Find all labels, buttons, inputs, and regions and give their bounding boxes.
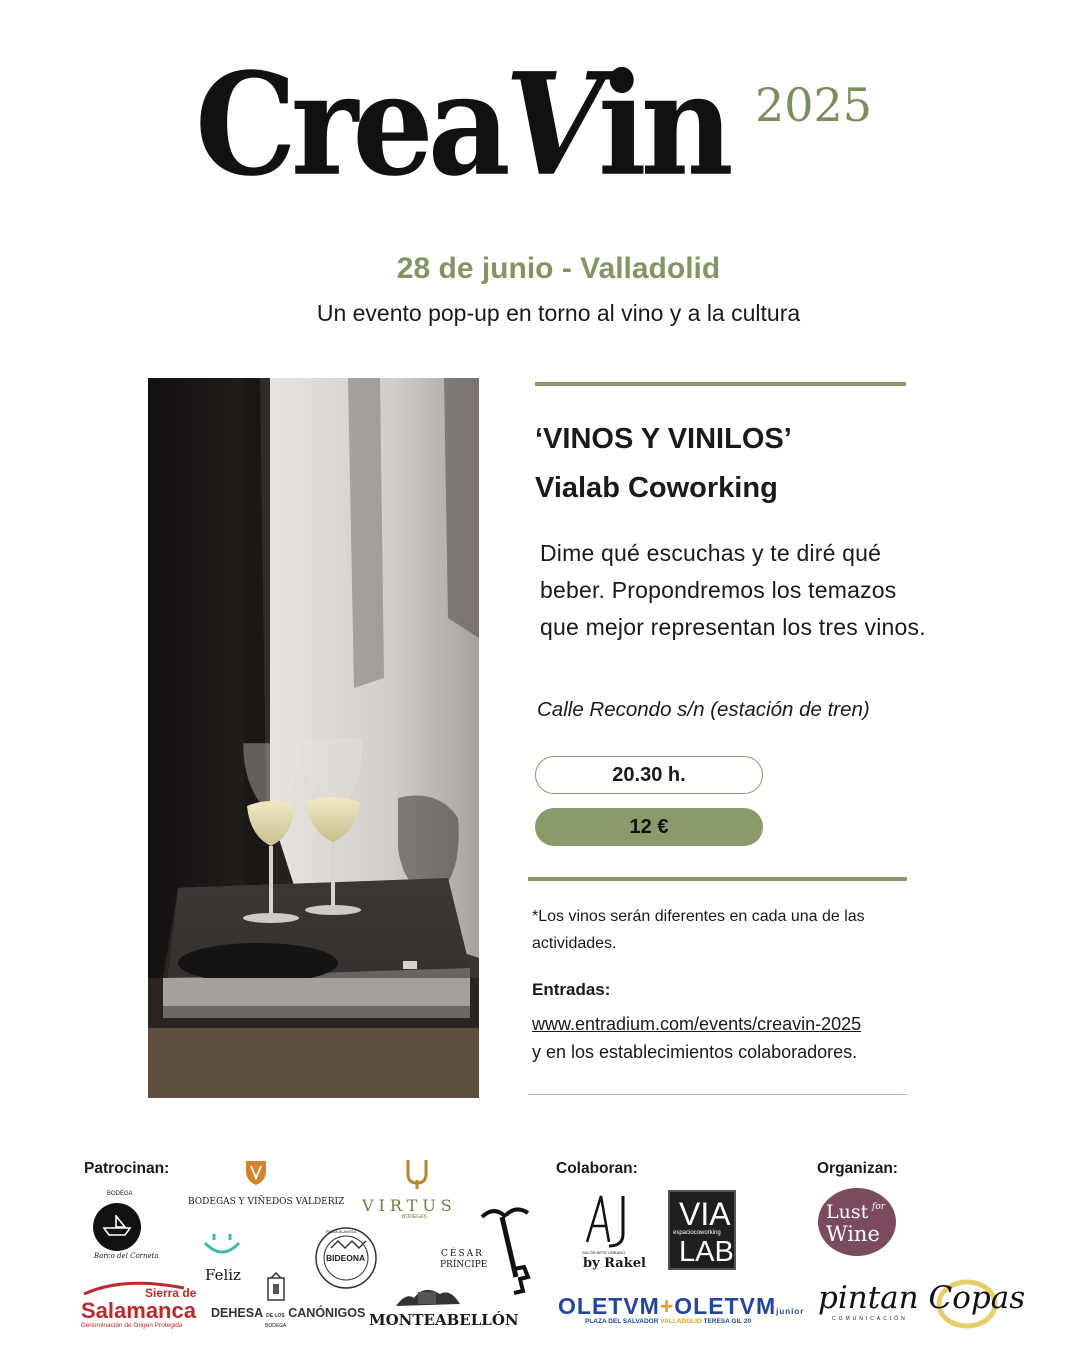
patrocinan-label: Patrocinan:: [84, 1160, 170, 1177]
event-price-badge: 12 €: [535, 808, 763, 846]
tickets-label: Entradas:: [532, 980, 611, 999]
barco-del-corneta-logo: BODEGA Barco del Corneta: [80, 1188, 155, 1263]
virtus-horseshoe-icon: [405, 1158, 429, 1190]
oletvm-logo: OLETVM+OLETVMjunior: [558, 1293, 805, 1319]
valderiz-logo: BODEGAS Y VIÑEDOS VALDERIZ: [188, 1197, 345, 1207]
feliz-smile-icon: [202, 1232, 242, 1258]
lust-for-wine-logo: Lust for Wine: [818, 1188, 896, 1256]
event-tagline: Un evento pop-up en torno al vino y a la cultura: [316, 300, 801, 326]
event-venue: Vialab Coworking: [535, 472, 778, 504]
middle-divider: [528, 877, 907, 881]
valderiz-shield-icon: [245, 1160, 267, 1186]
creavin-logo: [195, 42, 728, 208]
vialab-logo: VIA espaciocoworking LAB: [668, 1190, 736, 1270]
logo-year: 2025: [755, 78, 873, 132]
aj-by-rakel-logo: by Rakel: [583, 1256, 646, 1271]
logo-prefix: Crea: [195, 42, 505, 208]
event-title: ‘VINOS Y VINILOS’: [535, 423, 792, 455]
feliz-logo: Feliz: [205, 1266, 241, 1284]
tickets-link[interactable]: www.entradium.com/events/creavin-2025: [532, 1014, 862, 1034]
aj-salon-logo-icon: [583, 1192, 641, 1252]
cesar-principe-logo: CÉSAR: [441, 1249, 484, 1259]
salamanca-top: Sierra de: [145, 1286, 197, 1300]
organizan-label: Organizan:: [817, 1160, 898, 1177]
key-icon: [478, 1203, 540, 1298]
wine-turntable-photo: [148, 378, 479, 1098]
virtus-logo: VIRTUS: [362, 1196, 457, 1215]
event-description: Dime qué escuchas y te diré qué beber. Propondremos los temazos que mejor representan los tres vinos.: [540, 540, 926, 640]
logo-v: V: [504, 42, 598, 208]
top-divider: [535, 382, 906, 386]
logo-suffix: in: [598, 42, 728, 208]
pintan-copas-logo: pintan Copas: [818, 1280, 1026, 1316]
colaboran-label: Colaboran:: [556, 1160, 638, 1177]
salamanca-logo: Salamanca: [81, 1298, 196, 1323]
monteabellon-logo: MONTEABELLÓN: [369, 1311, 519, 1329]
bideona-logo: BIDEONA RIOJA ALAVESA: [314, 1226, 378, 1290]
salamanca-sub: Denominación de Origen Protegida: [81, 1322, 183, 1329]
cesar-principe-logo-line2: PRÍNCIPE: [440, 1260, 488, 1270]
event-time-badge: 20.30 h.: [535, 756, 763, 794]
wines-note: *Los vinos serán diferentes en cada una de las actividades.: [532, 908, 865, 952]
tickets-more-text: y en los establecimientos colaboradores.: [532, 1042, 858, 1062]
event-address: Calle Recondo s/n (estación de tren): [537, 698, 870, 721]
event-date-place: 28 de junio - Valladolid: [396, 252, 721, 285]
oletvm-sub: PLAZA DEL SALVADOR VALLADOLID TERESA GIL 20: [585, 1318, 752, 1325]
bottom-divider: [528, 1094, 907, 1095]
monteabellon-building-icon: [394, 1282, 462, 1308]
dehesa-logo: DEHESA DE LOS CANÓNIGOS: [211, 1306, 366, 1320]
dehesa-crest-icon: [266, 1272, 286, 1302]
